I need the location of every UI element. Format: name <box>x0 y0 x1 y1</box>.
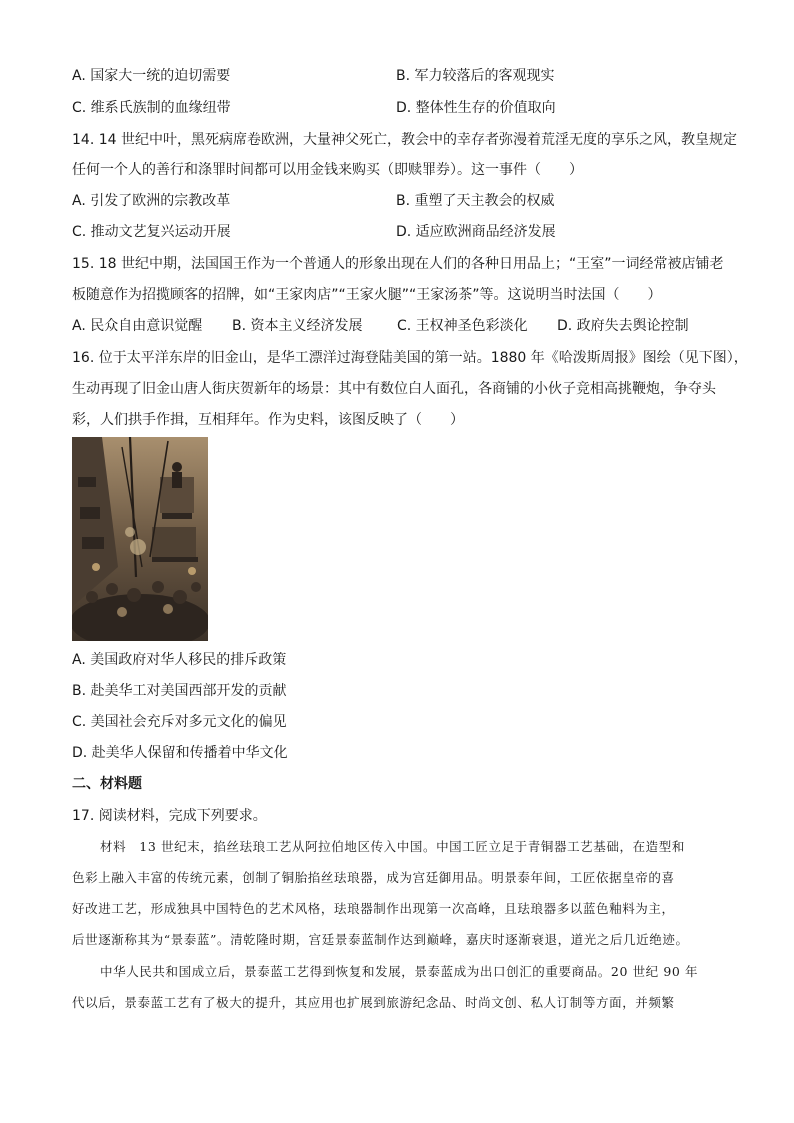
q13-option-b: B. 军力较落后的客观现实 <box>396 68 555 84</box>
q16-option-a: A. 美国政府对华人移民的排斥政策 <box>72 652 287 668</box>
q14-stem-line2: 任何一个人的善行和涤罪时间都可以用金钱来购买（即赎罪券）。这一事件（ ） <box>72 162 583 178</box>
q13-option-d: D. 整体性生存的价值取向 <box>396 100 556 116</box>
q15-option-b: B. 资本主义经济发展 <box>232 318 363 334</box>
q17-material-line3: 好改进工艺，形成独具中国特色的艺术风格，珐琅器制作出现第一次高峰，且珐琅器多以蓝色釉料为主， <box>72 901 675 916</box>
q17-stem: 17. 阅读材料，完成下列要求。 <box>72 808 267 824</box>
q17-material-line6: 代以后，景泰蓝工艺有了极大的提升，其应用也扩展到旅游纪念品、时尚文创、私人订制等方面，并频繁 <box>72 995 675 1010</box>
q15-option-d: D. 政府失去舆论控制 <box>557 318 689 334</box>
q14-option-c: C. 推动文艺复兴运动开展 <box>72 224 231 240</box>
q17-material-line1: 材料 13 世纪末，掐丝珐琅工艺从阿拉伯地区传入中国。中国工匠立足于青铜器工艺基础，在造型和 <box>100 839 685 854</box>
q13-option-a: A. 国家大一统的迫切需要 <box>72 68 231 84</box>
q16-option-c: C. 美国社会充斥对多元文化的偏见 <box>72 714 287 730</box>
section-heading: 二、材料题 <box>72 776 142 792</box>
q16-stem-line3: 彩，人们拱手作揖，互相拜年。作为史料，该图反映了（ ） <box>72 412 464 428</box>
q16-option-d: D. 赴美华人保留和传播着中华文化 <box>72 745 288 761</box>
q14-stem-line1: 14. 14 世纪中叶，黑死病席卷欧洲，大量神父死亡，教会中的幸存者弥漫着荒淫无度的享乐之风，教皇规定 <box>72 132 737 148</box>
q13-option-c: C. 维系氏族制的血缘纽带 <box>72 100 231 116</box>
chinatown-new-year-illustration <box>72 437 208 641</box>
q16-stem-line1: 16. 位于太平洋东岸的旧金山，是华工漂洋过海登陆美国的第一站。1880 年《哈泼斯周报》图绘（见下图）， <box>72 350 748 366</box>
q15-stem-line1: 15. 18 世纪中期，法国国王作为一个普通人的形象出现在人们的各种日用品上；“王室”一词经常被店铺老 <box>72 256 724 272</box>
q17-material-line2: 色彩上融入丰富的传统元素，创制了铜胎掐丝珐琅器，成为宫廷御用品。明景泰年间，工匠依据皇帝的喜 <box>72 870 675 885</box>
q17-material-line4: 后世逐渐称其为“景泰蓝”。清乾隆时期，宫廷景泰蓝制作达到巅峰，嘉庆时逐渐衰退，道光之后几近绝迹。 <box>72 932 689 947</box>
q16-stem-line2: 生动再现了旧金山唐人街庆贺新年的场景：其中有数位白人面孔，各商铺的小伙子竞相高挑鞭炮，争夺头 <box>72 381 716 397</box>
q14-option-b: B. 重塑了天主教会的权威 <box>396 193 555 209</box>
q15-option-c: C. 王权神圣色彩淡化 <box>397 318 528 334</box>
q14-option-a: A. 引发了欧洲的宗教改革 <box>72 193 231 209</box>
q17-material-line5: 中华人民共和国成立后，景泰蓝工艺得到恢复和发展，景泰蓝成为出口创汇的重要商品。20 世纪 90 年 <box>100 964 699 979</box>
q16-option-b: B. 赴美华工对美国西部开发的贡献 <box>72 683 287 699</box>
q15-stem-line2: 板随意作为招揽顾客的招牌，如“王家肉店”“王家火腿”“王家汤茶”等。这说明当时法国（ ） <box>72 287 662 303</box>
q15-option-a: A. 民众自由意识觉醒 <box>72 318 203 334</box>
q14-option-d: D. 适应欧洲商品经济发展 <box>396 224 556 240</box>
